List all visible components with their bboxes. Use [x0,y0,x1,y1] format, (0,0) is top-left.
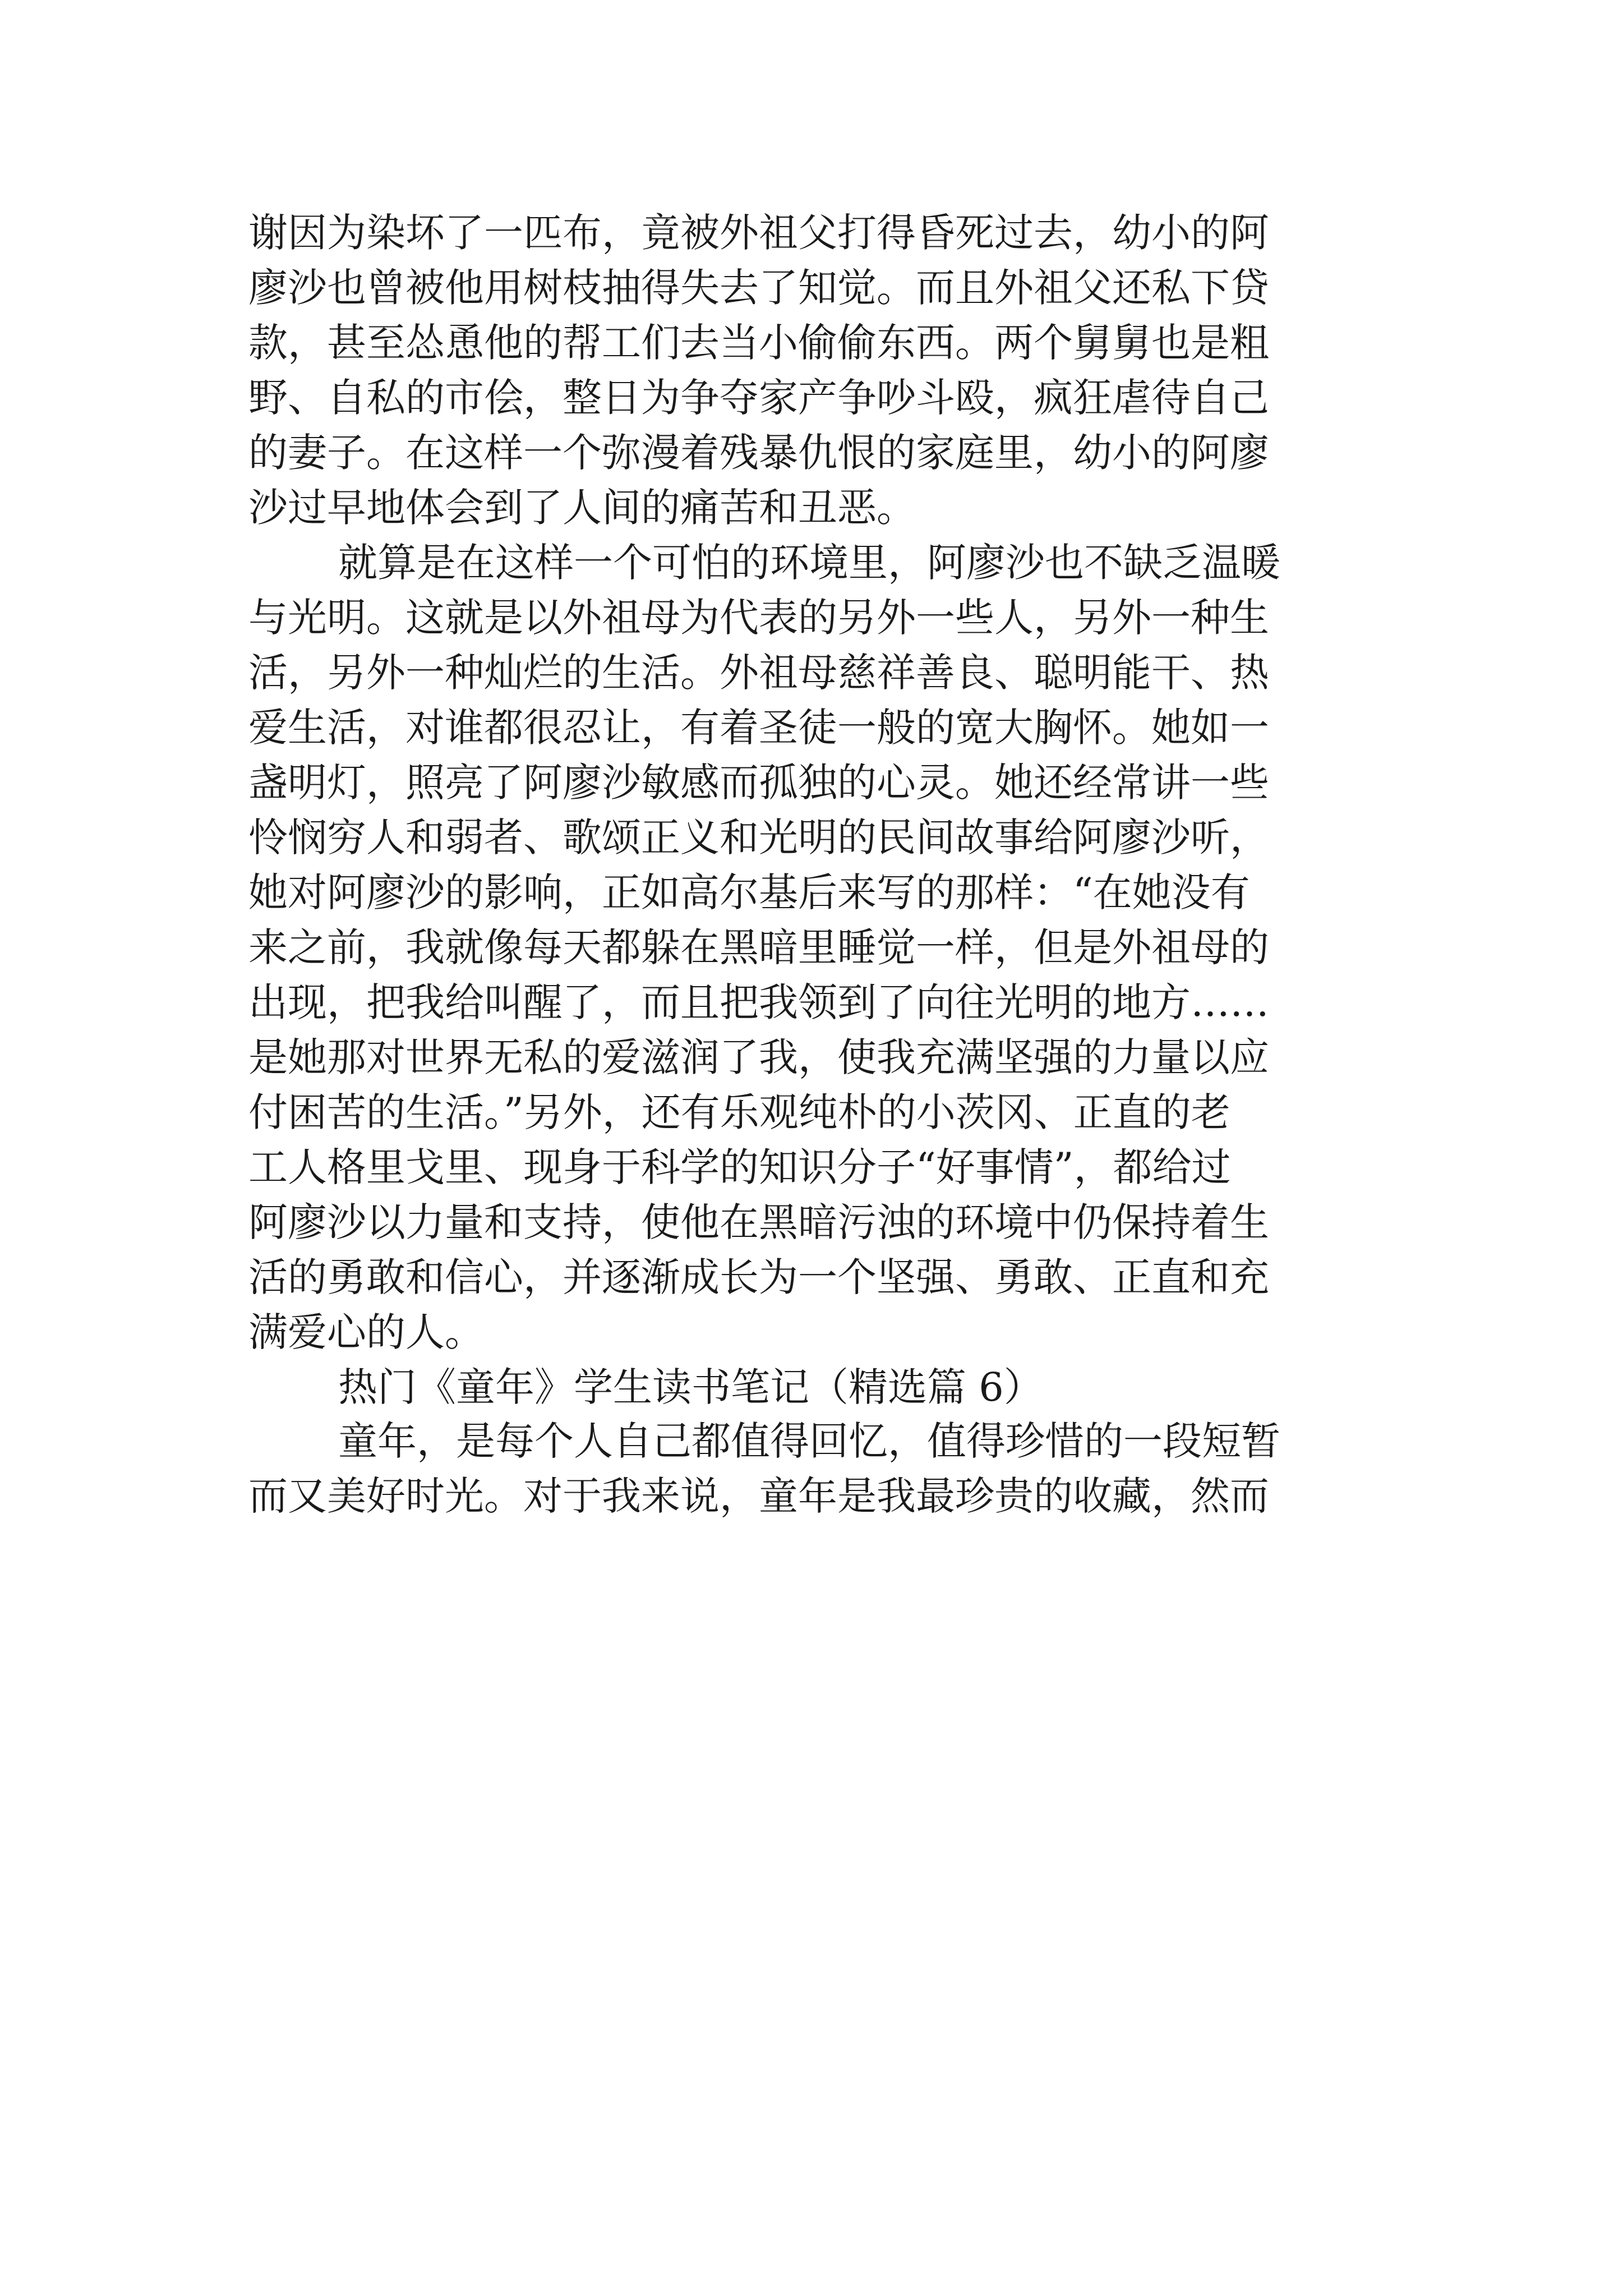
text-line: 就算是在这样一个可怕的环境里，阿廖沙也不缺乏温暖 [338,540,1280,586]
text-line: 与光明。这就是以外祖母为代表的另外一些人，另外一种生 [248,595,1269,641]
text-line: 廖沙也曾被他用树枝抽得失去了知觉。而且外祖父还私下贷 [248,265,1269,311]
text-line: 盏明灯，照亮了阿廖沙敏感而孤独的心灵。她还经常讲一些 [248,760,1269,806]
text-line: 的妻子。在这样一个弥漫着残暴仇恨的家庭里，幼小的阿廖 [248,430,1269,476]
paragraph-grandmother [248,536,1387,1359]
text-line: 而又美好时光。对于我来说，童年是我最珍贵的收藏，然而 [248,1473,1269,1519]
text-line: 工人格里戈里、现身于科学的知识分子“好事情”，都给过 [248,1144,1231,1190]
section-heading: 热门《童年》学生读书笔记（精选篇 6） [338,1364,1043,1410]
text-line: 付困苦的生活。”另外，还有乐观纯朴的小茨冈、正直的老 [248,1089,1230,1135]
text-line: 活，另外一种灿烂的生活。外祖母慈祥善良、聪明能干、热 [248,650,1269,696]
text-line: 是她那对世界无私的爱滋润了我，使我充满坚强的力量以应 [248,1034,1269,1080]
text-line: 活的勇敢和信心，并逐渐成长为一个坚强、勇敢、正直和充 [248,1254,1269,1300]
text-line: 怜悯穷人和弱者、歌颂正义和光明的民间故事给阿廖沙听， [248,815,1269,861]
text-line: 野、自私的市侩，整日为争夺家产争吵斗殴，疯狂虐待自己 [248,375,1269,421]
text-line: 满爱心的人。 [248,1309,484,1355]
text-line: 她对阿廖沙的影响，正如高尔基后来写的那样：“在她没有 [248,869,1250,915]
text-line: 童年，是每个人自己都值得回忆，值得珍惜的一段短暂 [338,1418,1280,1464]
text-line: 爱生活，对谁都很忍让，有着圣徒一般的宽大胸怀。她如一 [248,705,1269,751]
paragraph-childhood [248,1414,1387,1523]
document-body [248,206,1387,1524]
paragraph-family-cruelty [248,206,1387,535]
text-line: 沙过早地体会到了人间的痛苦和丑恶。 [248,485,916,531]
text-line: 款，甚至怂恿他的帮工们去当小偷偷东西。两个舅舅也是粗 [248,320,1269,366]
text-line: 出现，把我给叫醒了，而且把我领到了向往光明的地方…… [248,979,1269,1025]
text-line: 来之前，我就像每天都躲在黑暗里睡觉一样，但是外祖母的 [248,924,1269,970]
text-line: 谢因为染坏了一匹布，竟被外祖父打得昏死过去，幼小的阿 [248,210,1269,256]
text-line: 阿廖沙以力量和支持，使他在黑暗污浊的环境中仍保持着生 [248,1199,1269,1245]
